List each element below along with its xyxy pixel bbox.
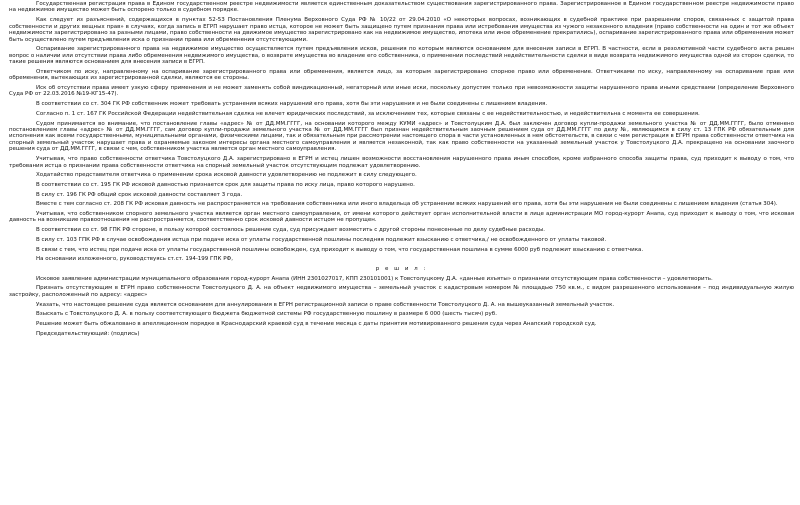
- paragraph-article-195: В соответствии со ст. 195 ГК РФ исковой давностью признается срок для защиты права по иску лица, право которого нарушено.: [36, 181, 415, 188]
- paragraph-article-167: Согласно п. 1 ст. 167 ГК Российской Федерации недействительная сделка не влечет юридических последствий, за исключением тех, которые связаны с ее недействительностью, и недействительна с момента ее совершения.: [36, 110, 700, 117]
- paragraph-article-208: Вместе с тем согласно ст. 208 ГК РФ исковая давность не распространяется на требования собственника или иного владельца об устранении всяких нарушений его права, хотя бы эти нарушения не были соединены с лишением владения (статья 304).: [36, 201, 778, 208]
- paragraph-registration: Государственная регистрация права в Едином государственном реестре недвижимости является единственным доказательством существования зарегистрированного права. Зарегистрированное в Едином государственном реестре недвижимости право на недвижимое имущество может быть оспорено только в судебном порядке.: [9, 1, 794, 14]
- paragraph-article-196: В силу ст. 196 ГК РФ общий срок исковой давности составляет 3 года.: [36, 191, 243, 198]
- resolution-recognize-absent: Признать отсутствующим в ЕГРН право собственности Товстолуцкого Д. А. на объект недвижимого имущества – земельный участок с кадастровым номером № площадью 750 кв.м., с видом разрешенного использования – под индивидуальную жилую застройку, расположенный по адресу: «адрес»: [9, 285, 794, 298]
- paragraph-article-103: В силу ст. 103 ГПК РФ в случае освобождения истца при подаче иска от уплаты государственной пошлины последняя подлежит взысканию с ответчика,/ не освобожденного от уплаты таковой.: [36, 236, 607, 243]
- resolution-appeal: Решение может быть обжаловано в апелляционном порядке в Краснодарский краевой суд в течение месяца с даты принятия мотивированного решения суда через Анапский городской суд.: [36, 320, 597, 327]
- paragraph-defendant: Ответчиком по иску, направленному на оспаривание зарегистрированного права или обременения, является лицо, за которым зарегистрировано спорное право или обременение. Ответчиками по иску, направленному на оспаривание прав или обременения, вытекающих из зарегистрированной сделки, являются ее стороны.: [9, 68, 794, 82]
- resolution-claim-satisfied: Исковое заявление администрации муниципального образования город-курорт Анапа (ИНН 2301027017, КПП 230101001) к Товстолуцкому Д.А. «данные изъяты» о признании отсутствующим права собственности – удовлетворить.: [36, 275, 713, 282]
- decision-heading: р е ш и л :: [375, 266, 428, 272]
- resolution-registry-record: Указать, что настоящее решение суда является основанием для аннулирования в ЕГРН регистрационной записи о праве собственности Товстолуцкого Д. А. на вышеуказанный земельный участок.: [36, 301, 615, 308]
- presiding-judge-signature: Председательствующий: (подпись): [36, 330, 140, 337]
- paragraph-court-considers: Судом принимается во внимание, что постановление главы «адрес» № от ДД.ММ.ГГГГ, на основании которого между КУМИ «адрес» и Товстолуцким Д.А. был заключен договор купли-продажи земельного участка № от ДД.ММ.ГГГГ, было отменено постановлением главы «адрес» № от ДД.ММ.ГГГГ, сам договор купли-продажи земельного участка № от ДД.ММ.ГГГГ был признан недействительным заочным решением суда от ДД.ММ.ГГГГ по делу №, являющимся в силу ст. 13 ГПК РФ обязательным для исполнения как всеми государственными, муниципальными органами, физическими лицами, так и обязательным при рассмотрении настоящего спора в части установленных в нем обстоятельств, в связи с чем регистрация в ЕГРН права собственности ответчика на спорный земельный участок нарушает права и охраняемые законом интересы органа местного самоуправления и является незаконной, так как право собственности на указанный земельный участок у Товстолуцкого Д.А. прекращено на основании заочного решения суда от ДД.ММ.ГГГГ, в связи с чем, собственником участка является орган местного самоуправления.: [9, 120, 794, 153]
- paragraph-article-98: В соответствии со ст. 98 ГПК РФ стороне, в пользу которой состоялось решение суда, суд присуждает возместить с другой стороны понесенные по делу судебные расходы.: [36, 227, 546, 234]
- paragraph-considering-ownership: Учитывая, что право собственности ответчика Товстолуцкого Д.А. зарегистрировано в ЕГРН и истец лишен возможности восстановления нарушенного права иным способом, кроме избранного способа защиты права, суд приходит к выводу о том, что требования истца о признании права собственности ответчика на спорный земельный участок отсутствующим подлежат удовлетворению.: [9, 156, 794, 169]
- paragraph-based-on: На основании изложенного, руководствуясь ст.ст. 194-199 ГПК РФ,: [36, 256, 233, 263]
- paragraph-challenging-right: Оспаривание зарегистрированного права на недвижимое имущество осуществляется путем предъявления исков, решения по которым являются основанием для внесения записи в ЕГРП. В частности, если в резолютивной части судебного акта решен вопрос о наличии или отсутствии права либо обременения недвижимого имущества, о возврате имущества во владение его собственника, о применении последствий недействительности сделки в виде возврата недвижимого имущества одной из сторон сделки, то такие решения являются основанием для внесения записи в ЕГРП.: [9, 46, 794, 66]
- paragraph-article-304: В соответствии со ст. 304 ГК РФ собственник может требовать устранения всяких нарушений его права, хотя бы эти нарушения и не были соединены с лишением владения.: [36, 101, 548, 108]
- paragraph-absence-of-right-claim: Иск об отсутствии права имеет узкую сферу применения и не может заменять собой виндикационный, негаторный или иные иски, поскольку допустим только при невозможности защиты нарушенного права иными средствами (определение Верховного Суда РФ от 22.03.2016 №19-КГ15-47).: [9, 84, 794, 98]
- paragraph-limitation-motion: Ходатайство представителя ответчика о применении срока исковой давности удовлетворению не подлежит в силу следующего.: [36, 172, 417, 179]
- resolution-recover-duty: Взыскать с Товстолуцкого Д. А. в пользу соответствующего бюджета бюджетной системы РФ государственную пошлину в размере 6 000 (шесть тысяч) руб.: [36, 311, 497, 318]
- paragraph-state-duty: В связи с тем, что истец при подаче иска от уплаты государственной пошлины освобожден, суд приходит к выводу о том, что государственная пошлина в сумме 6000 руб подлежит взысканию с ответчика.: [36, 246, 644, 253]
- paragraph-owner-municipality: Учитывая, что собственником спорного земельного участка является орган местного самоуправления, от имени которого действует орган исполнительной власти в лице администрации МО город-курорт Анапа, суд приходит к выводу о том, что исковая давность на возникшие правоотношения не распространяется, соответственно срок исковой давности истцом не пропущен.: [9, 211, 794, 224]
- document-page: [0, 1, 800, 337]
- paragraph-plenum-clarification: Как следует из разъяснений, содержащихся в пунктах 52-53 Постановления Пленума Верховного Суда РФ № 10/22 от 29.04.2010 «О некоторых вопросах, возникающих в судебной практике при разрешении споров, связанных с защитой права собственности и других вещных прав» в случаях, когда запись в ЕГРП нарушает право истца, которое не может быть защищено путем признания права или истребования имущества из чужого незаконного владения (право собственности на один и тот же объект недвижимости зарегистрировано за разными лицами, право собственности на движимое имущество зарегистрировано как на недвижимое имущество, ипотека или иное обременение прекратились), оспаривание зарегистрированного права или обременения может быть осуществлено путем предъявления иска о признании права или обременения отсутствующими.: [9, 17, 794, 43]
